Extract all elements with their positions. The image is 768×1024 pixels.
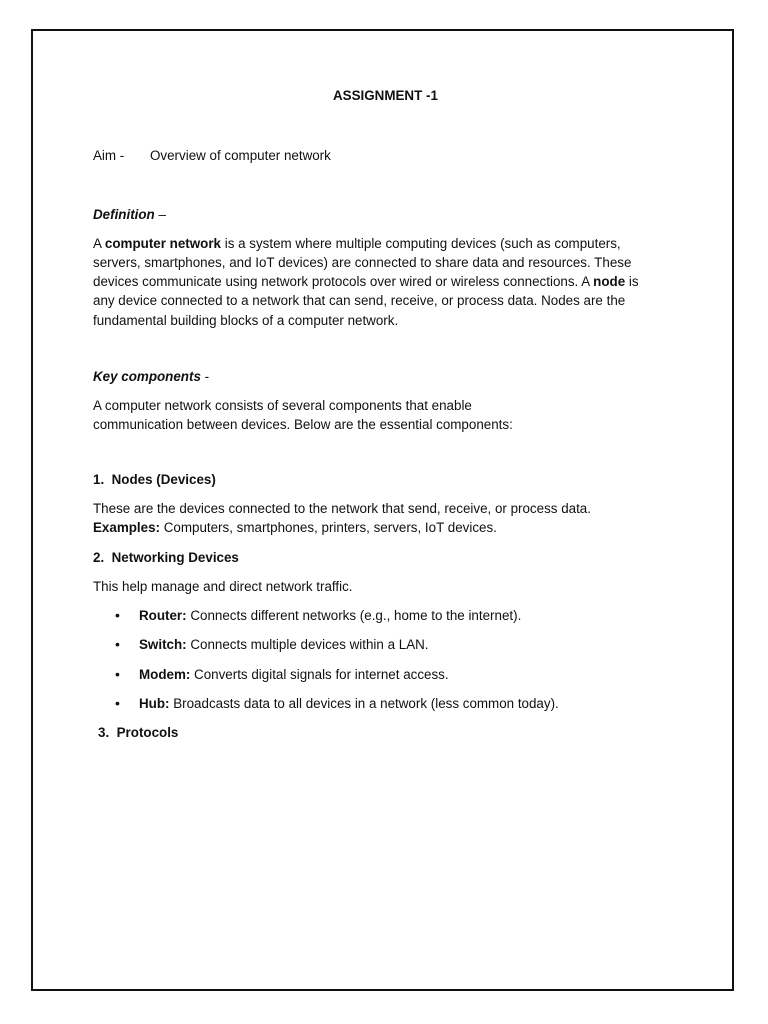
- page-title: ASSIGNMENT -1: [333, 88, 438, 103]
- bullet-icon: •: [115, 666, 120, 682]
- definition-text: is: [625, 274, 639, 289]
- definition-line-1: [93, 234, 621, 253]
- definition-line-5: fundamental building blocks of a computer network.: [93, 313, 399, 328]
- definition-text: A: [93, 236, 105, 251]
- definition-text: devices communicate using network protocols over wired or wireless connections. A: [93, 274, 594, 289]
- term-node: node: [593, 274, 626, 289]
- key-components-heading-suffix: -: [200, 369, 210, 384]
- list-item-label: Hub:: [139, 696, 170, 711]
- list-item-text: [139, 694, 559, 713]
- definition-text: is a system where multiple computing devices (such as computers,: [221, 236, 621, 251]
- nodes-description: These are the devices connected to the network that send, receive, or process data.: [93, 501, 591, 516]
- section-heading-protocols: [98, 723, 178, 742]
- list-item-body: Connects multiple devices within a LAN.: [186, 637, 429, 652]
- list-item-text: [139, 665, 449, 684]
- list-item-body: Broadcasts data to all devices in a network (less common today).: [169, 696, 559, 711]
- section-number: 1.: [93, 472, 105, 487]
- term-computer-network: computer network: [104, 236, 221, 251]
- section-heading-nodes: [93, 470, 216, 489]
- section-heading-networking-devices: [93, 548, 239, 567]
- definition-heading: [93, 205, 166, 224]
- examples-text: Computers, smartphones, printers, servers, IoT devices.: [160, 520, 497, 535]
- key-components-line-1: A computer network consists of several components that enable: [93, 398, 472, 413]
- bullet-icon: •: [115, 636, 120, 652]
- section-number: 3.: [98, 725, 110, 740]
- list-item-label: Modem:: [139, 667, 191, 682]
- section-title: Protocols: [116, 725, 179, 740]
- key-components-heading-label: Key components: [93, 369, 201, 384]
- section-title: Nodes (Devices): [111, 472, 216, 487]
- list-item-label: Router:: [139, 608, 187, 623]
- examples-label: Examples:: [93, 520, 160, 535]
- section-number: 2.: [93, 550, 105, 565]
- list-item-body: Connects different networks (e.g., home to the internet).: [186, 608, 522, 623]
- definition-line-4: any device connected to a network that can send, receive, or process data. Nodes are the: [93, 293, 626, 308]
- list-item-text: [139, 635, 429, 654]
- bullet-icon: •: [115, 607, 120, 623]
- list-item-label: Switch:: [139, 637, 187, 652]
- definition-heading-label: Definition: [93, 207, 155, 222]
- aim-text: Overview of computer network: [150, 148, 331, 163]
- aim-label: Aim -: [93, 148, 125, 163]
- bullet-icon: •: [115, 695, 120, 711]
- key-components-line-2: communication between devices. Below are the essential components:: [93, 417, 513, 432]
- definition-heading-suffix: –: [154, 207, 166, 222]
- list-item-text: [139, 606, 521, 625]
- networking-devices-intro: This help manage and direct network traffic.: [93, 579, 353, 594]
- definition-line-2: servers, smartphones, and IoT devices) are connected to share data and resources. These: [93, 255, 632, 270]
- nodes-examples: [93, 518, 497, 537]
- list-item-body: Converts digital signals for internet access.: [190, 667, 449, 682]
- key-components-heading: [93, 367, 209, 386]
- definition-line-3: [93, 272, 639, 291]
- section-title: Networking Devices: [111, 550, 239, 565]
